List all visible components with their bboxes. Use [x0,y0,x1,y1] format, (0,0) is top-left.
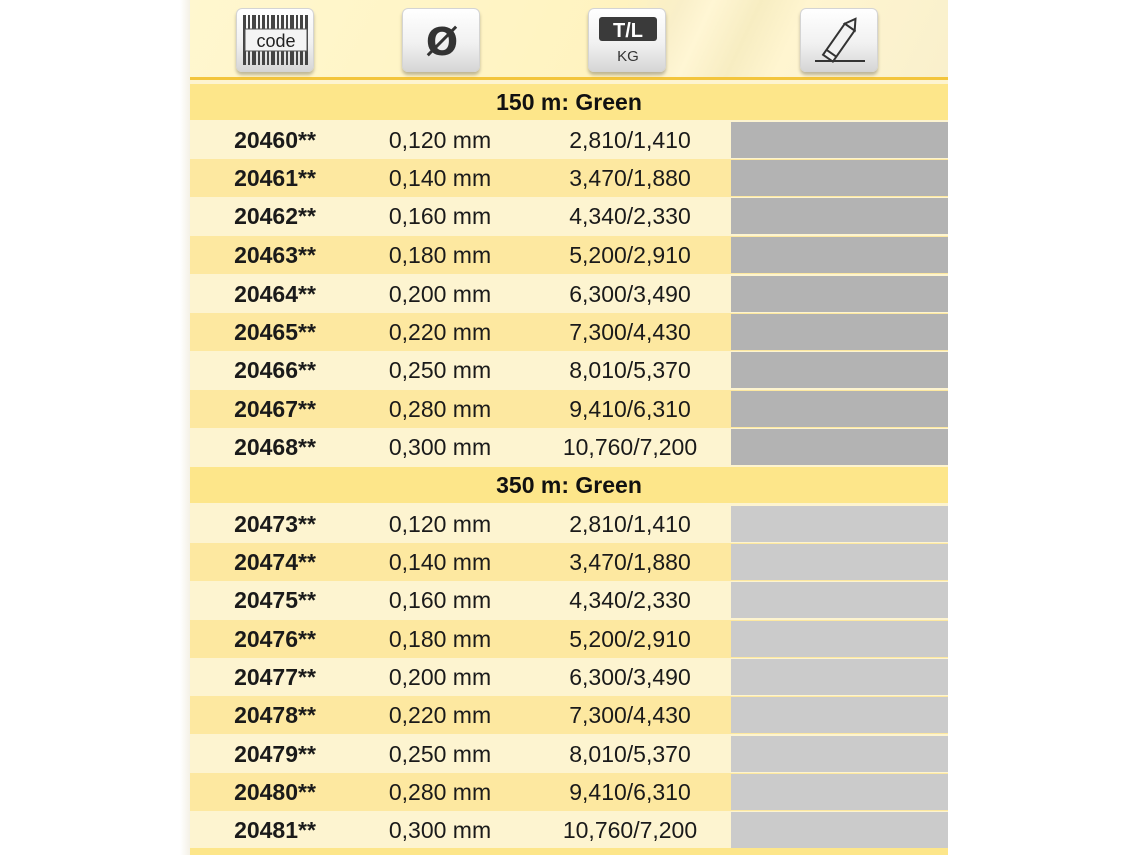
tensile-load-value: 9,410/6,310 [569,779,691,805]
notes-cell[interactable] [731,621,948,657]
table-row [190,658,948,696]
tensile-load-value: 7,300/4,430 [569,319,691,345]
notes-cell[interactable] [731,812,948,848]
diameter-value: 0,180 mm [388,626,492,652]
table-row [190,620,948,658]
tensile-load-value: 8,010/5,370 [569,741,691,767]
diameter-value: 0,120 mm [388,127,492,153]
tensile-load-value: 9,410/6,310 [569,396,691,422]
tensile-load-value: 10,760/7,200 [562,434,698,460]
article-code: 20461** [234,165,316,191]
article-code: 20466** [234,357,316,383]
notes-cell[interactable] [731,697,948,733]
diameter-value: 0,200 mm [388,281,492,307]
table-row [190,313,948,351]
notes-cell[interactable] [731,429,948,465]
diameter-value: 0,160 mm [388,587,492,613]
notes-cell[interactable] [731,122,948,158]
diameter-value: 0,300 mm [388,434,492,460]
notes-cell[interactable] [731,237,948,273]
notes-cell[interactable] [731,352,948,388]
article-code: 20460** [234,127,316,153]
column-icon-header [190,0,948,80]
table-bottom-edge [190,848,948,855]
kg-icon-text: KG [617,48,639,65]
article-code: 20464** [234,281,316,307]
diameter-value: 0,250 mm [388,741,492,767]
table-row [190,121,948,159]
product-table [190,0,948,855]
table-row [190,159,948,197]
page-edge [180,0,190,855]
diameter-value: 0,160 mm [388,203,492,229]
notes-cell[interactable] [731,659,948,695]
diameter-value: 0,220 mm [388,702,492,728]
table-row [190,581,948,619]
notes-cell[interactable] [731,506,948,542]
tensile-load-value: 5,200/2,910 [569,242,691,268]
table-row [190,543,948,581]
diameter-value: 0,250 mm [388,357,492,383]
tensile-load-value: 6,300/3,490 [569,281,691,307]
tl-icon-text: T/L [613,20,643,42]
tensile-load-value: 2,810/1,410 [569,127,691,153]
notes-cell[interactable] [731,544,948,580]
tensile-load-value: 2,810/1,410 [569,511,691,537]
tensile-load-value: 6,300/3,490 [569,664,691,690]
notes-cell[interactable] [731,198,948,234]
article-code: 20467** [234,396,316,422]
notes-cell[interactable] [731,774,948,810]
article-code: 20476** [234,626,316,652]
section-header: 350 m: Green [190,467,948,503]
table-row [190,505,948,543]
diameter-value: 0,140 mm [388,549,492,575]
tensile-load-value: 5,200/2,910 [569,626,691,652]
tensile-weight-icon [589,9,667,73]
notes-cell[interactable] [731,276,948,312]
tensile-load-value: 3,470/1,880 [569,549,691,575]
tensile-load-value: 4,340/2,330 [569,203,691,229]
diameter-icon [403,9,481,73]
notes-cell[interactable] [731,582,948,618]
article-code: 20462** [234,203,316,229]
table-row [190,773,948,811]
tensile-load-value: 4,340/2,330 [569,587,691,613]
diameter-value: 0,180 mm [388,242,492,268]
table-row [190,696,948,734]
article-code: 20477** [234,664,316,690]
article-code: 20475** [234,587,316,613]
notes-cell[interactable] [731,314,948,350]
pencil-icon [801,9,879,73]
table-row [190,351,948,389]
table-row [190,197,948,235]
diameter-symbol: Ø [425,20,459,64]
table-row [190,390,948,428]
tensile-load-value: 10,760/7,200 [562,817,698,843]
diameter-value: 0,300 mm [388,817,492,843]
table-row [190,811,948,849]
section-header: 150 m: Green [190,84,948,120]
table-row [190,236,948,274]
article-code: 20481** [234,817,316,843]
diameter-value: 0,280 mm [388,779,492,805]
barcode-icon [237,9,315,73]
tensile-load-button[interactable] [588,8,666,72]
article-code: 20474** [234,549,316,575]
article-code: 20473** [234,511,316,537]
table-row [190,275,948,313]
notes-cell[interactable] [731,160,948,196]
tensile-load-value: 7,300/4,430 [569,702,691,728]
article-code: 20480** [234,779,316,805]
diameter-value: 0,220 mm [388,319,492,345]
article-code: 20478** [234,702,316,728]
notes-cell[interactable] [731,736,948,772]
barcode-code-button[interactable] [236,8,314,72]
article-code: 20479** [234,741,316,767]
notes-cell[interactable] [731,391,948,427]
diameter-value: 0,120 mm [388,511,492,537]
table-row [190,735,948,773]
article-code: 20463** [234,242,316,268]
notes-button[interactable] [800,8,878,72]
tensile-load-value: 3,470/1,880 [569,165,691,191]
diameter-button[interactable] [402,8,480,72]
article-code: 20465** [234,319,316,345]
table-row [190,428,948,466]
diameter-value: 0,280 mm [388,396,492,422]
code-icon-text: code [256,31,296,51]
tensile-load-value: 8,010/5,370 [569,357,691,383]
article-code: 20468** [234,434,316,460]
diameter-value: 0,200 mm [388,664,492,690]
diameter-value: 0,140 mm [388,165,492,191]
